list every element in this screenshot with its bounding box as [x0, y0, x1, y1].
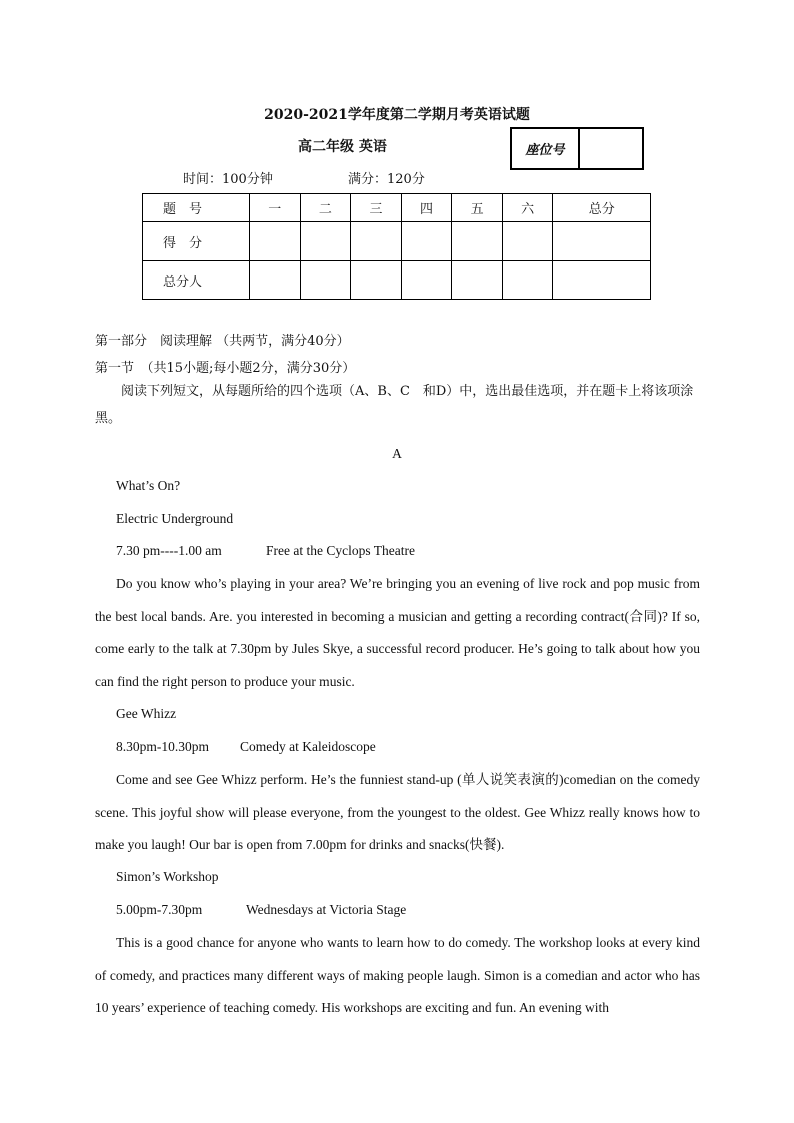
grade-subject: 高二年级 英语: [298, 139, 387, 155]
grader-cell[interactable]: [452, 261, 503, 300]
event-venue: Comedy at Kaleidoscope: [240, 739, 376, 754]
event-name: Gee Whizz: [116, 706, 177, 721]
score-cell[interactable]: [351, 222, 402, 261]
score-table: [142, 193, 651, 300]
event-description: Come and see Gee Whizz perform. He’s the funniest stand-up (单人说笑表演的)comedian on the comedy scene. This joyful show will please everyone, from the youngest to the oldest. Gee Whizz really knows how to make you laugh! Our bar is open from 7.00pm for drinks and snacks(快餐).: [95, 772, 700, 853]
score-row: [143, 222, 651, 261]
event-description: Do you know who’s playing in your area? We’re bringing you an evening of live rock and pop music from the best local bands. Are. you interested in becoming a musician and getting a recording contract(合同)? If so, come early to the talk at 7.30pm by Jules Skye, a successful record producer. He’s going to talk about how you can find the right person to produce your music.: [95, 576, 700, 690]
score-cell[interactable]: [250, 222, 301, 261]
event-venue: Free at the Cyclops Theatre: [266, 543, 415, 558]
full-score: 满分：120分: [348, 172, 425, 187]
seat-number-box: [510, 127, 644, 170]
grader-cell[interactable]: [502, 261, 553, 300]
passage-heading: What’s On?: [116, 478, 181, 493]
header-cell: 四: [401, 194, 452, 222]
score-cell[interactable]: [452, 222, 503, 261]
seat-number-cell[interactable]: [580, 129, 642, 168]
grader-row-label: 总分人: [143, 261, 250, 300]
section-heading: 第一节 （共15小题;每小题2分，满分30分）: [95, 361, 356, 376]
part-heading: 第一部分 阅读理解 （共两节，满分40分）: [95, 334, 350, 349]
passage-letter: A: [392, 446, 402, 461]
event-name: Simon’s Workshop: [116, 869, 219, 884]
grader-cell[interactable]: [300, 261, 351, 300]
header-cell: 六: [502, 194, 553, 222]
event-venue: Wednesdays at Victoria Stage: [246, 902, 407, 917]
grader-cell[interactable]: [250, 261, 301, 300]
score-table-header-row: [143, 194, 651, 222]
score-cell[interactable]: [401, 222, 452, 261]
exam-title: 2020-2021学年度第二学期月考英语试题: [264, 107, 530, 123]
event-time: 8.30pm-10.30pm: [116, 739, 209, 754]
score-row-label: 得 分: [143, 222, 250, 261]
instructions: 阅读下列短文，从每题所给的四个选项（A、B、C 和D）中，选出最佳选项，并在题卡上将该项涂黑。: [95, 384, 694, 426]
header-cell: 一: [250, 194, 301, 222]
score-cell[interactable]: [502, 222, 553, 261]
header-cell: 题 号: [143, 194, 250, 222]
header-cell: 五: [452, 194, 503, 222]
grader-row: [143, 261, 651, 300]
seat-number-label: 座位号: [512, 129, 580, 168]
event-time: 7.30 pm----1.00 am: [116, 543, 222, 558]
grader-cell[interactable]: [553, 261, 651, 300]
exam-time: 时间：100分钟: [183, 172, 273, 187]
header-cell: 三: [351, 194, 402, 222]
event-time: 5.00pm-7.30pm: [116, 902, 203, 917]
event-name: Electric Underground: [116, 511, 234, 526]
score-cell[interactable]: [300, 222, 351, 261]
header-cell: 二: [300, 194, 351, 222]
score-cell[interactable]: [553, 222, 651, 261]
grader-cell[interactable]: [351, 261, 402, 300]
grader-cell[interactable]: [401, 261, 452, 300]
event-description: This is a good chance for anyone who wants to learn how to do comedy. The workshop looks at every kind of comedy, and practices many different ways of making people laugh. Simon is a comedian and actor who has 10 years’ experience of teaching comedy. His workshops are exciting and fun. An evening with: [95, 935, 700, 1016]
header-cell: 总分: [553, 194, 651, 222]
